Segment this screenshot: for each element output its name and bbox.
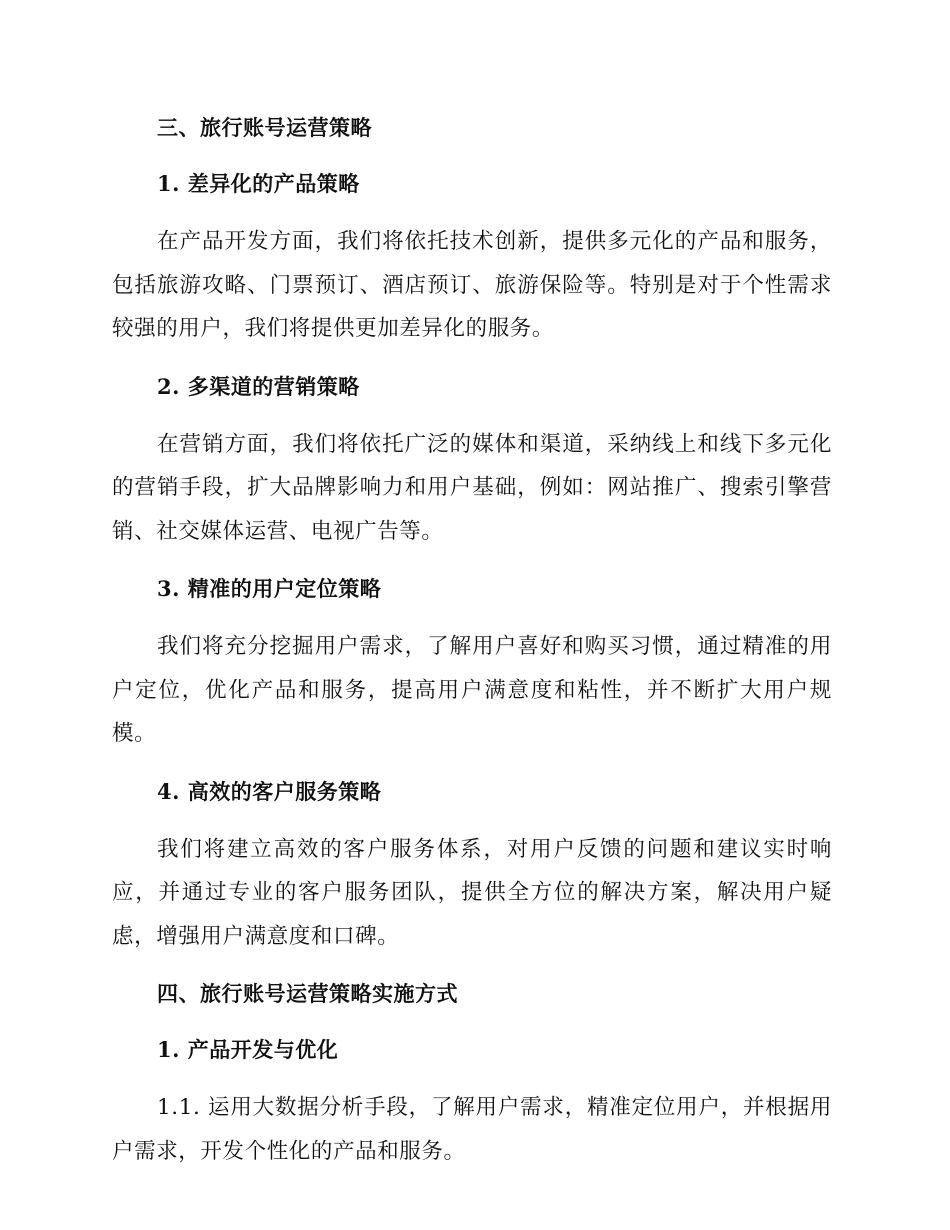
paragraph-customer-service: 我们将建立高效的客户服务体系，对用户反馈的问题和建议实时响应，并通过专业的客户服务团队，提供全方位的解决方案，解决用户疑虑，增强用户满意度和口碑。 (112, 836, 832, 949)
paragraph-big-data-analysis: 1.1. 运用大数据分析手段，了解用户需求，精准定位用户，并根据用户需求，开发个性化的产品和服务。 (112, 1095, 832, 1164)
section-heading-4: 四、旅行账号运营策略实施方式 (157, 981, 458, 1006)
subsection-heading-differentiated-product: 1. 差异化的产品策略 (157, 171, 360, 196)
section-heading-3: 三、旅行账号运营策略 (157, 115, 372, 140)
subsection-heading-customer-service: 4. 高效的客户服务策略 (157, 778, 382, 804)
subsection-heading-user-targeting: 3. 精准的用户定位策略 (157, 576, 382, 601)
paragraph-product-strategy: 在产品开发方面，我们将依托技术创新，提供多元化的产品和服务，包括旅游攻略、门票预订、酒店预订、旅游保险等。特别是对于个性需求较强的用户，我们将提供更加差异化的服务。 (112, 229, 832, 341)
document-body (112, 108, 832, 1189)
subsection-heading-multichannel-marketing: 2. 多渠道的营销策略 (157, 373, 360, 399)
subsection-heading-product-development: 1. 产品开发与优化 (157, 1037, 339, 1062)
paragraph-marketing-strategy: 在营销方面，我们将依托广泛的媒体和渠道，采纳线上和线下多元化的营销手段，扩大品牌影响力和用户基础，例如：网站推广、搜索引擎营销、社交媒体运营、电视广告等。 (112, 431, 832, 544)
paragraph-user-targeting: 我们将充分挖掘用户需求，了解用户喜好和购买习惯，通过精准的用户定位，优化产品和服务，提高用户满意度和粘性，并不断扩大用户规模。 (112, 634, 832, 746)
